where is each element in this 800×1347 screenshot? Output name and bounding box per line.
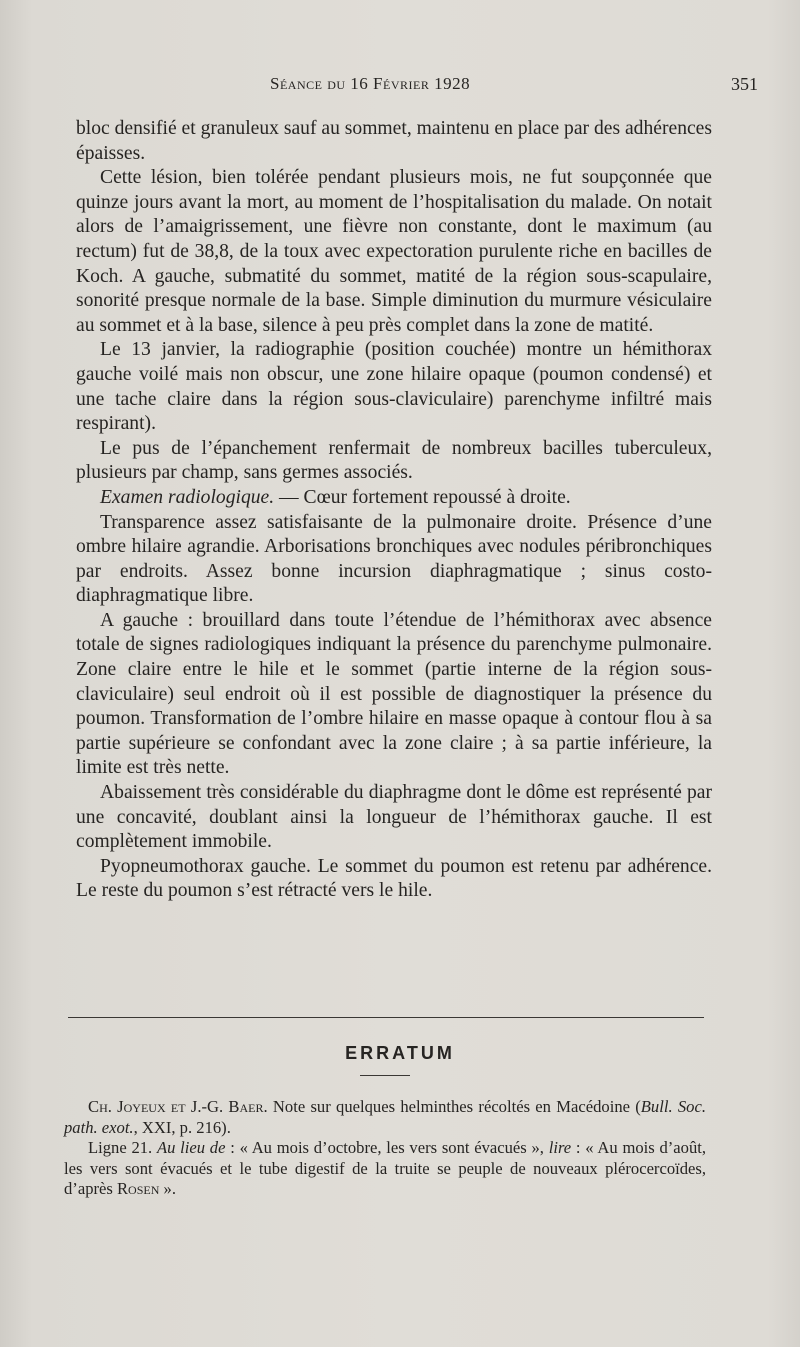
au-lieu-de: Au lieu de — [156, 1138, 226, 1157]
erratum-body — [64, 1097, 706, 1200]
paragraph: Abaissement très considérable du diaphragme dont le dôme est représenté par une concavité, doublant ainsi la longueur de l’hémithorax gauche. Il est complètement immobile. — [76, 782, 712, 853]
page-header — [0, 74, 800, 104]
paragraph: Transparence assez satisfaisante de la pulmonaire droite. Présence d’une ombre hilaire agrandie. Arborisations bronchiques avec nodules péribronchiques par endroits. Assez bonne incursion diaphragmatique ; sinus costo-diaphragmatique libre. — [76, 511, 712, 607]
paragraph: Cette lésion, bien tolérée pendant plusieurs mois, ne fut soupçonnée que quinze jours avant la mort, au moment de l’hospitalisation du malade. On notait alors de l’amaigrissement, une fièvre non constante, dont le maximum (au rectum) fut de 38,8, de la toux avec expectoration purulente riche en bacilles de Koch. A gauche, submatité du sommet, matité de la région sous-scapulaire, sonorité presque normale de la base. Simple diminution du murmure vésiculaire au sommet et à la base, silence à peu près complet dans la zone de matité. — [76, 167, 712, 336]
correction-end: ». — [159, 1179, 176, 1198]
paragraph: A gauche : brouillard dans toute l’étendue de l’hémithorax avec absence totale de signes radiologiques indiquant la présence du parenchyme pulmonaire. Zone claire entre le hile et le sommet (partie interne de la région sous-claviculaire) seul endroit où il est possible de diagnostiquer la présence du poumon. Transformation de l’ombre hilaire en masse opaque à contour flou à sa partie supérieure se confondant avec la zone claire ; à sa partie inférieure, la limite est très nette. — [76, 609, 712, 779]
page-number: 351 — [731, 74, 758, 94]
paragraph-text: — Cœur fortement repoussé à droite. — [274, 486, 571, 508]
authors: Ch. Joyeux et J.-G. Baer. — [88, 1097, 268, 1116]
paragraph: bloc densifié et granuleux sauf au sommet, maintenu en place par des adhérences épaisses. — [76, 118, 713, 164]
erratum-reference — [64, 1097, 706, 1138]
journal-name: Bull. Soc. path. exot. — [64, 1097, 706, 1137]
main-text — [76, 117, 712, 904]
paragraph-radiology — [76, 486, 712, 511]
erratum-correction — [64, 1138, 706, 1200]
rosen: Rosen — [116, 1179, 160, 1198]
paragraph: Le pus de l’épanchement renfermait de nombreux bacilles tuberculeux, plusieurs par champ, sans germes associés. — [76, 437, 712, 484]
erratum-title: ERRATUM — [345, 1043, 455, 1063]
section-divider — [68, 1017, 704, 1018]
section-label: Examen radiologique. — [100, 486, 275, 508]
title-underline — [360, 1075, 410, 1076]
paragraph: Le 13 janvier, la radiographie (position couchée) montre un hémithorax gauche voilé mais non obscur, une zone hilaire opaque (poumon condensé) et une tache claire dans la région sous-claviculaire) parenchyme infiltré mais respirant). — [76, 339, 712, 435]
reference-text: Note sur quelques helminthes récoltés en Macédoine ( — [267, 1097, 641, 1116]
correct-text: : « Au mois d’août, les vers sont évacués et le tube digestif de la truite se peuple de nouveaux plérocercoïdes, d’après — [64, 1138, 707, 1198]
paragraph: Pyopneumothorax gauche. Le sommet du poumon est retenu par adhérence. Le reste du poumon s’est rétracté vers le hile. — [76, 855, 712, 902]
reference-tail: , XXI, p. 216). — [133, 1117, 231, 1137]
line-label: Ligne 21. — [88, 1138, 157, 1157]
lire: lire — [548, 1138, 572, 1157]
running-title: Séance du 16 Février 1928 — [270, 74, 471, 93]
wrong-text: : « Au mois d’octobre, les vers sont évacués », — [225, 1138, 549, 1157]
